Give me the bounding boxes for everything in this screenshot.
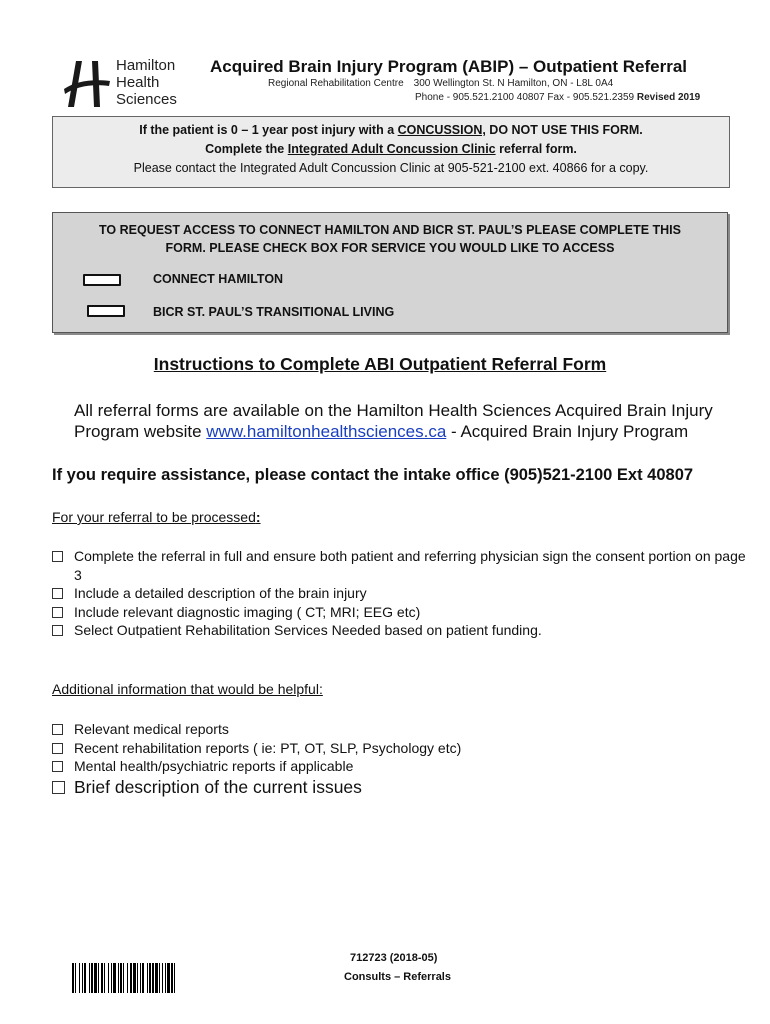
assistance-contact: If you require assistance, please contact the intake office (905)521-2100 Ext 40807 [52,466,694,484]
list-item: Complete the referral in full and ensure both patient and referring physician sign the consent portion on page 3 [52,547,752,584]
bicr-st-pauls-label: BICR ST. PAUL’S TRANSITIONAL LIVING [153,305,395,319]
list-item: Select Outpatient Rehabilitation Services Needed based on patient funding. [52,621,752,640]
concussion-clinic-name: Integrated Adult Concussion Clinic [287,142,496,156]
list-item: Include a detailed description of the brain injury [52,584,752,603]
referral-forms-paragraph: All referral forms are available on the Hamilton Health Sciences Acquired Brain Injury Program website www.hamiltonhealthsciences.ca - Acquired Brain Injury Program [74,401,713,441]
list-item: Include relevant diagnostic imaging ( CT; MRI; EEG etc) [52,603,752,622]
checkbox-icon [52,625,63,636]
concussion-line-2: Complete the Integrated Adult Concussion Clinic referral form. [205,142,577,156]
connect-hamilton-checkbox[interactable] [83,274,121,286]
address-line [268,78,613,89]
checkbox-icon [52,781,65,794]
checkbox-icon [52,743,63,754]
checkbox-icon [52,607,63,618]
phone-fax: Phone - 905.521.2100 40807 Fax - 905.521.2359 [415,92,635,103]
checkbox-icon [52,724,63,735]
connect-hamilton-label: CONNECT HAMILTON [153,272,284,286]
helpful-list [52,720,752,798]
phone-line [415,92,700,103]
concussion-warning-box [52,116,730,188]
list-item: Brief description of the current issues [52,776,752,798]
bicr-st-pauls-checkbox[interactable] [87,305,125,317]
form-number: 712723 (2018-05) [350,952,438,964]
concussion-line-3: Please contact the Integrated Adult Concussion Clinic at 905-521-2100 ext. 40866 for a copy. [133,161,649,175]
street-address: 300 Wellington St. N Hamilton, ON - L8L 0A4 [413,78,614,89]
logo-line-1: Hamilton [116,57,176,74]
logo-wordmark [116,57,177,108]
logo-line-3: Sciences [116,91,177,108]
checkbox-icon [52,551,63,562]
centre-name: Regional Rehabilitation Centre [268,78,404,89]
processed-list [52,547,752,640]
logo-line-2: Health [116,74,160,91]
helpful-heading: Additional information that would be helpful: [52,681,323,697]
list-item: Mental health/psychiatric reports if applicable [52,757,752,776]
instructions-title: Instructions to Complete ABI Outpatient Referral Form [153,354,607,374]
checkbox-icon [52,761,63,772]
list-item: Relevant medical reports [52,720,752,739]
form-title: Acquired Brain Injury Program (ABIP) – Outpatient Referral [210,57,688,76]
concussion-line-1: If the patient is 0 – 1 year post injury with a CONCUSSION, DO NOT USE THIS FORM. [139,123,643,137]
revised-date: Revised 2019 [636,92,701,103]
list-item: Recent rehabilitation reports ( ie: PT, OT, SLP, Psychology etc) [52,739,752,758]
form-category: Consults – Referrals [344,971,451,983]
hhs-h-logo-icon [62,59,112,109]
processed-heading: For your referral to be processed: [52,509,261,525]
concussion-word: CONCUSSION, [397,123,486,137]
hhs-logo [62,57,192,113]
hhs-website-link[interactable]: www.hamiltonhealthsciences.ca [206,422,447,441]
access-request-header: TO REQUEST ACCESS TO CONNECT HAMILTON AND BICR ST. PAUL’S PLEASE COMPLETE THIS FORM. PLEASE CHECK BOX FOR SERVICE YOU WOULD LIKE TO ACCESS [99,223,681,255]
checkbox-icon [52,588,63,599]
access-request-box [52,212,728,333]
barcode-icon [72,963,256,993]
